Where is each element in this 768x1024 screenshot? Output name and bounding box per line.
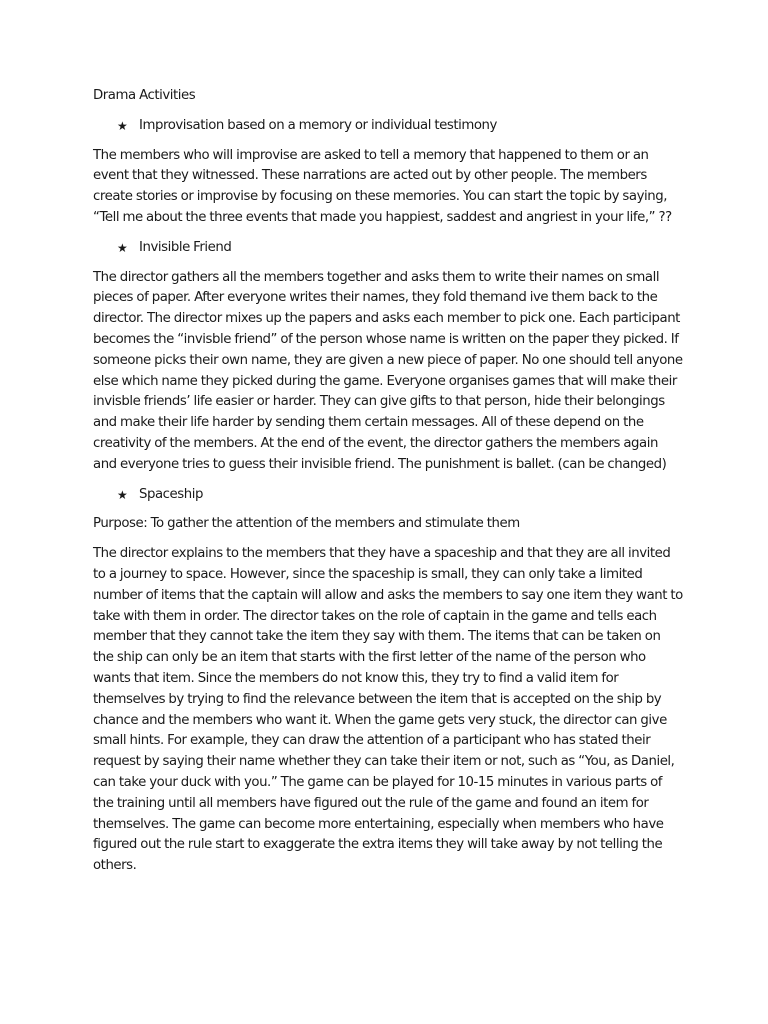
paragraph: The members who will improvise are asked to tell a memory that happened to them or an event that they witnessed. These narrations are acted out by other people. The members create stories or improvise by focusing on these memories. You can start the topic by saying, “Tell me about the three events that made you happiest, saddest and angriest in your life,” ?? bbox=[93, 147, 672, 225]
paragraph: Purpose: To gather the attention of the members and stimulate them bbox=[93, 516, 520, 532]
section-heading-spaceship bbox=[93, 485, 683, 506]
document-title: Drama Activities bbox=[93, 88, 196, 103]
document-page bbox=[93, 86, 683, 886]
star-icon: ★ bbox=[117, 240, 128, 255]
section-heading-improvisation bbox=[93, 116, 683, 137]
star-icon: ★ bbox=[117, 487, 128, 502]
section-heading-label: Invisible Friend bbox=[139, 239, 232, 255]
paragraph: The director gathers all the members together and asks them to write their names on small pieces of paper. After everyone writes their names, they fold themand ive them back to the director. The director mixes up the papers and asks each member to pick one. Each participant becomes the “invisble friend” of the person whose name is written on the paper they picked. If someone picks their own name, they are given a new piece of paper. No one should tell anyone else which name they picked during the game. Everyone organises games that will make their invisble friends’ life easier or harder. They can give gifts to that person, hide their belongings and make their life harder by sending them certain messages. All of these depend on the creativity of the members. At the end of the event, the director gathers the members again and everyone tries to guess their invisible friend. The punishment is ballet. (can be changed) bbox=[93, 269, 683, 472]
paragraph: The director explains to the members that they have a spaceship and that they are all invited to a journey to space. However, since the spaceship is small, they can only take a limited number of items that the captain will allow and asks the members to say one item they want to take with them in order. The director takes on the role of captain in the game and tells each member that they cannot take the item they say with them. The items that can be taken on the ship can only be an item that starts with the first letter of the name of the person who wants that item. Since the members do not know this, they try to find a valid item for themselves by trying to find the relevance between the item that is accepted on the ship by chance and the members who want it. When the game gets very stuck, the director can give small hints. For example, they can draw the attention of a participant who has stated their request by saying their name whether they can take their item or not, such as “You, as Daniel, can take your duck with you.” The game can be played for 10-15 minutes in various parts of the training until all members have figured out the rule of the game and found an item for themselves. The game can become more entertaining, especially when members who have figured out the rule start to exaggerate the extra items they will take away by not telling the others. bbox=[93, 546, 683, 874]
section-heading-label: Spaceship bbox=[139, 486, 203, 502]
star-icon: ★ bbox=[117, 118, 128, 133]
section-heading-invisible-friend bbox=[93, 238, 683, 259]
section-heading-label: Improvisation based on a memory or individual testimony bbox=[139, 117, 497, 133]
